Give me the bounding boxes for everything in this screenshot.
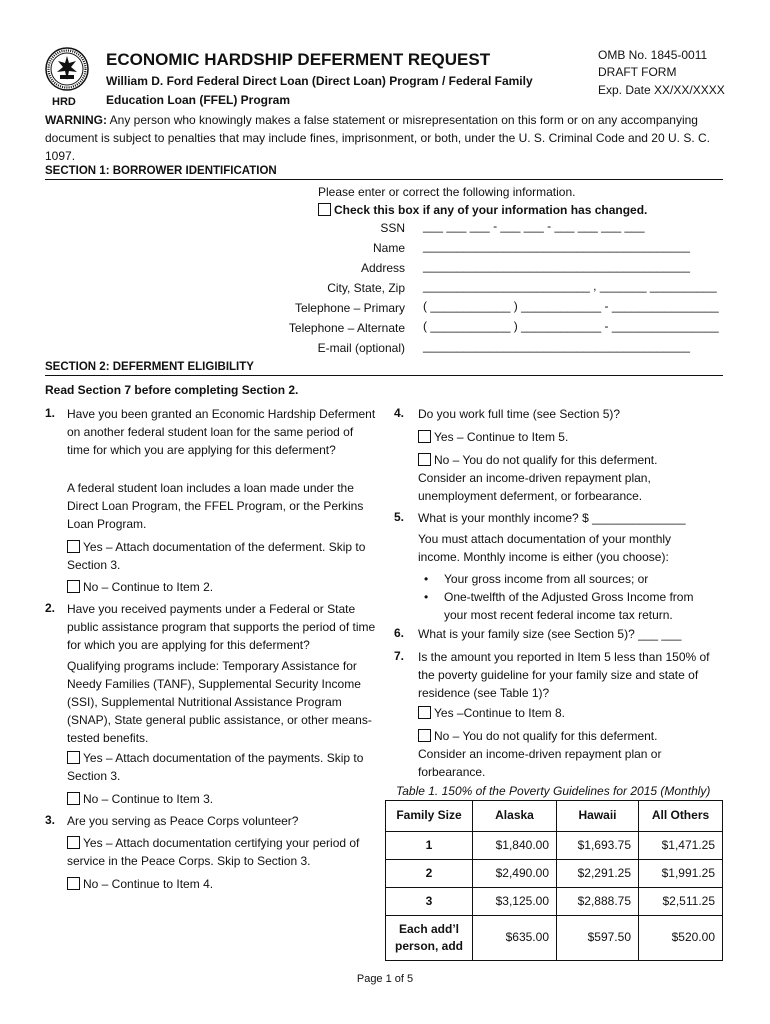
item-5-number: 5. <box>394 510 405 524</box>
header-all-others: All Others <box>639 801 723 832</box>
item-4-yes-label: Yes – Continue to Item 5. <box>434 430 569 444</box>
city-state-zip-field[interactable]: _________________________ , _______ __________ <box>423 279 717 293</box>
family-size-cell: Each add’l person, add <box>386 916 473 961</box>
subtitle-line-2: Education Loan (FFEL) Program <box>106 92 291 107</box>
item-4-yes-row <box>418 428 718 446</box>
telephone-primary-label: Telephone – Primary <box>294 301 405 315</box>
item-3-no-label: No – Continue to Item 4. <box>83 877 214 891</box>
item-4-number: 4. <box>394 406 405 420</box>
item-7-yes-checkbox[interactable] <box>418 706 431 719</box>
item-3-yes-row <box>67 834 377 870</box>
section-1-instruction: Please enter or correct the following information. <box>318 185 576 199</box>
item-1-question: Have you been granted an Economic Hardship Deferment on another federal student loan for the same period of time for which you are applying for this deferment? <box>67 407 376 457</box>
item-2-question: Have you received payments under a Federal or State public assistance program that supports the period of time for which you are applying for this deferment? <box>67 602 376 652</box>
all-others-cell: $1,471.25 <box>639 832 723 860</box>
table-1-caption: Table 1. 150% of the Poverty Guidelines for 2015 (Monthly) <box>396 784 711 798</box>
item-5-question[interactable]: What is your monthly income? $ ______________ <box>418 511 686 525</box>
item-3-yes-checkbox[interactable] <box>67 836 80 849</box>
item-4-no-row <box>418 451 708 505</box>
item-3-no-checkbox[interactable] <box>67 877 80 890</box>
item-5-note: You must attach documentation of your monthly income. Monthly income is either (you choose): <box>418 532 672 564</box>
omb-block <box>598 47 725 99</box>
telephone-primary-field[interactable]: ( ____________ ) ____________ - ________________ <box>423 299 719 313</box>
address-label: Address <box>360 261 405 275</box>
item-7-no-checkbox[interactable] <box>418 729 431 742</box>
item-3-no-row <box>67 875 372 893</box>
item-7-no-row <box>418 727 703 781</box>
income-option-agi: • One-twelfth of the Adjusted Gross Income from your most recent federal income tax return. <box>418 588 718 624</box>
item-2-yes-row <box>67 749 377 785</box>
item-3-number: 3. <box>45 813 56 827</box>
hawaii-cell: $1,693.75 <box>557 832 639 860</box>
table-row <box>386 860 723 888</box>
family-size-cell: 3 <box>386 888 473 916</box>
poverty-guidelines-table <box>385 800 723 961</box>
hawaii-cell: $2,291.25 <box>557 860 639 888</box>
item-7-number: 7. <box>394 649 405 663</box>
item-2-note: Qualifying programs include: Temporary Assistance for Needy Families (TANF), Supplemental Security Income (SSI), Supplemental Nutritional Assistance Program (SNAP), State general public assistance, or other means-tested benefits. <box>67 659 372 745</box>
alaska-cell: $2,490.00 <box>473 860 557 888</box>
draft-label: DRAFT FORM <box>598 65 677 80</box>
item-1-no-label: No – Continue to Item 2. <box>83 580 214 594</box>
item-4-no-checkbox[interactable] <box>418 453 431 466</box>
warning-label: WARNING: <box>45 113 107 127</box>
section-1-heading: SECTION 1: BORROWER IDENTIFICATION <box>45 165 277 177</box>
page-number: Page 1 of 5 <box>356 973 414 985</box>
table-row <box>386 916 723 961</box>
item-1-no-row <box>67 578 372 596</box>
ssn-field[interactable]: ___ ___ ___ - ___ ___ - ___ ___ ___ ___ <box>423 219 645 233</box>
city-state-zip-label: City, State, Zip <box>327 281 405 295</box>
item-7-yes-label: Yes –Continue to Item 8. <box>434 706 565 720</box>
header-alaska: Alaska <box>473 801 557 832</box>
item-2-no-label: No – Continue to Item 3. <box>83 792 214 806</box>
item-1-yes-label: Yes – Attach documentation of the deferment. Skip to Section 3. <box>67 540 366 572</box>
section-2-heading: SECTION 2: DEFERMENT ELIGIBILITY <box>45 361 254 373</box>
alaska-cell: $3,125.00 <box>473 888 557 916</box>
income-options-list <box>418 570 718 624</box>
address-field[interactable]: ________________________________________ <box>423 259 690 273</box>
item-7-yes-row <box>418 704 718 722</box>
item-7-no-label: No – You do not qualify for this deferment. Consider an income-driven repayment plan or forbearance. <box>418 729 662 779</box>
agency-code: HRD <box>52 96 76 108</box>
info-changed-checkbox[interactable] <box>318 203 331 216</box>
item-4-question: Do you work full time (see Section 5)? <box>418 407 621 421</box>
section-1-rule <box>45 179 723 180</box>
item-2-no-row <box>67 790 372 808</box>
warning-paragraph <box>45 111 735 165</box>
alaska-cell: $1,840.00 <box>473 832 557 860</box>
expiration-date: Exp. Date XX/XX/XXXX <box>598 82 725 97</box>
ssn-label: SSN <box>380 221 405 235</box>
item-3-question: Are you serving as Peace Corps volunteer? <box>67 814 299 828</box>
item-7-question: Is the amount you reported in Item 5 less than 150% of the poverty guideline for your family size and state of residence (see Table 1)? <box>418 650 710 700</box>
item-2-yes-checkbox[interactable] <box>67 751 80 764</box>
all-others-cell: $520.00 <box>639 916 723 961</box>
name-label: Name <box>372 241 405 255</box>
section-2-rule <box>45 375 723 376</box>
table-row <box>386 888 723 916</box>
item-2-yes-label: Yes – Attach documentation of the payments. Skip to Section 3. <box>67 751 364 783</box>
name-field[interactable]: ________________________________________ <box>423 239 690 253</box>
form-subtitle <box>106 72 556 109</box>
telephone-alternate-label: Telephone – Alternate <box>288 321 405 335</box>
header-hawaii: Hawaii <box>557 801 639 832</box>
item-4-no-label: No – You do not qualify for this deferment. Consider an income-driven repayment plan, unemployment deferment, or forbearance. <box>418 453 658 503</box>
item-6-number: 6. <box>394 626 405 640</box>
table-header-row <box>386 801 723 832</box>
family-size-cell: 2 <box>386 860 473 888</box>
all-others-cell: $2,511.25 <box>639 888 723 916</box>
income-option-gross: • Your gross income from all sources; or <box>418 570 718 588</box>
department-seal-icon <box>45 47 89 91</box>
all-others-cell: $1,991.25 <box>639 860 723 888</box>
item-4-yes-checkbox[interactable] <box>418 430 431 443</box>
item-2-no-checkbox[interactable] <box>67 792 80 805</box>
item-3-yes-label: Yes – Attach documentation certifying your period of service in the Peace Corps. Skip to Section 3. <box>67 836 360 868</box>
table-row <box>386 832 723 860</box>
item-2-number: 2. <box>45 601 56 615</box>
subtitle-line-1: William D. Ford Federal Direct Loan (Direct Loan) Program / Federal Family <box>106 74 533 88</box>
hawaii-cell: $597.50 <box>557 916 639 961</box>
item-1-yes-row <box>67 538 372 574</box>
header-family-size: Family Size <box>386 801 473 832</box>
item-1-note: A federal student loan includes a loan made under the Direct Loan Program, the FFEL Program, or the Perkins Loan Program. <box>67 481 364 531</box>
alaska-cell: $635.00 <box>473 916 557 961</box>
item-1-number: 1. <box>45 406 56 420</box>
item-1-yes-checkbox[interactable] <box>67 540 80 553</box>
email-field[interactable]: ________________________________________ <box>423 339 690 353</box>
family-size-cell: 1 <box>386 832 473 860</box>
section-2-intro: Read Section 7 before completing Section 2. <box>45 383 299 397</box>
hawaii-cell: $2,888.75 <box>557 888 639 916</box>
form-title: ECONOMIC HARDSHIP DEFERMENT REQUEST <box>106 50 491 69</box>
omb-number: OMB No. 1845-0011 <box>598 48 708 62</box>
email-label: E-mail (optional) <box>317 341 405 355</box>
info-changed-row <box>318 202 647 219</box>
warning-text: Any person who knowingly makes a false statement or misrepresentation on this form or on any accompanying document is subject to penalties that may include fines, imprisonment, or both, under the U. S. Criminal Code and 20 U. S. C. 1097. <box>45 113 710 163</box>
telephone-alternate-field[interactable]: ( ____________ ) ____________ - ________________ <box>423 319 719 333</box>
item-6-question[interactable]: What is your family size (see Section 5)? ___ ___ <box>418 627 682 641</box>
item-1-no-checkbox[interactable] <box>67 580 80 593</box>
info-changed-label: Check this box if any of your information has changed. <box>334 203 648 217</box>
